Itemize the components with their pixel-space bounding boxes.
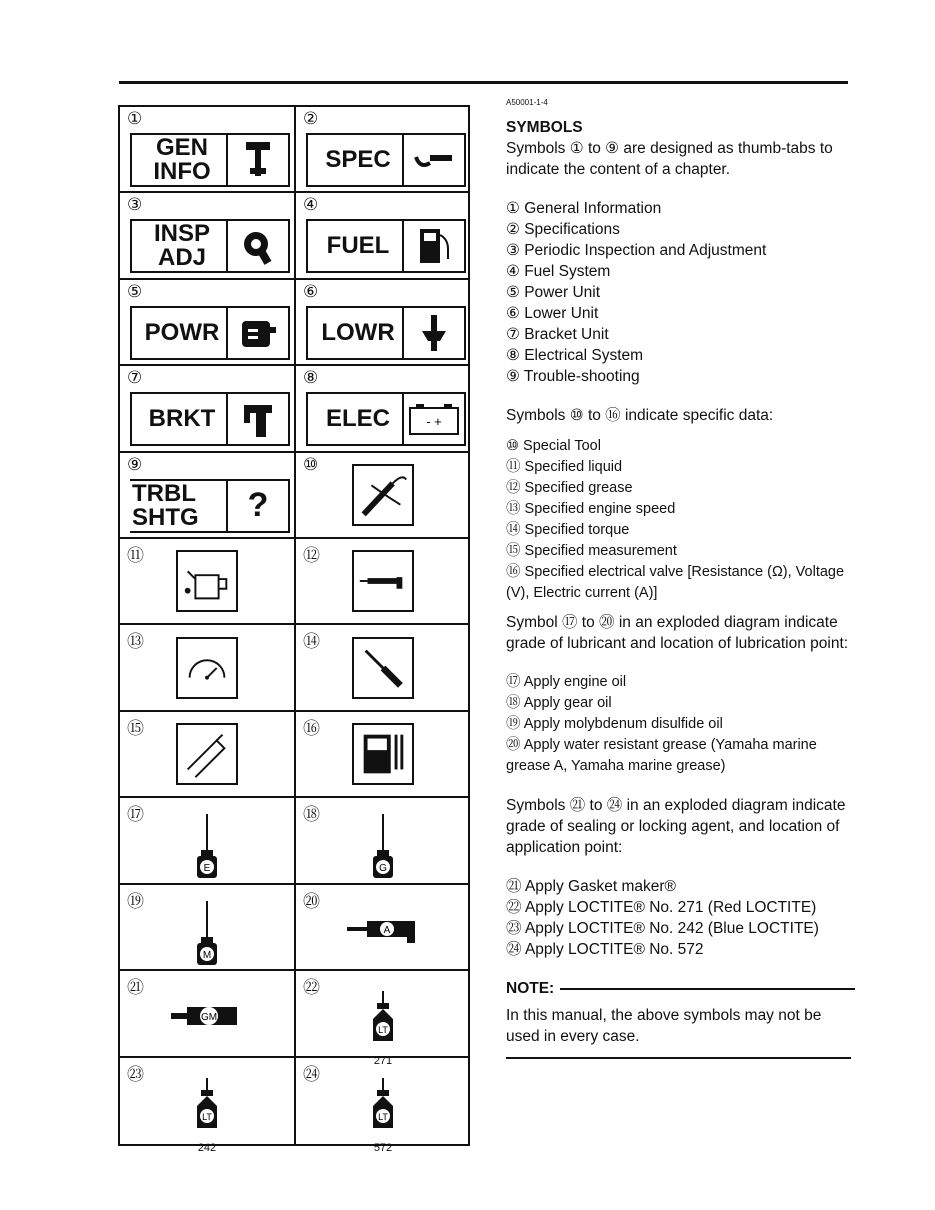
list-item: ㉔ Apply LOCTITE® No. 572 (506, 941, 704, 958)
symbol-number: ⑲ (127, 891, 144, 911)
tab-label-line1: TRBL (132, 479, 196, 507)
list-item: ② Specifications (506, 221, 620, 238)
symbol-number: ⑰ (127, 805, 144, 825)
intro-paragraph: Symbols ① to ⑨ are designed as thumb-tabs to indicate the content of a chapter. (506, 140, 833, 178)
symbol-number: ③ (127, 195, 143, 215)
symbol-number: ④ (303, 195, 319, 215)
symbol-cell-6 (296, 280, 470, 366)
list-item: ⑨ Trouble-shooting (506, 368, 640, 385)
symbol-cell-8 (296, 366, 470, 452)
note-text: In this manual, the above symbols may not be used in every case. (506, 1007, 822, 1045)
loctite-number: 572 (373, 1141, 393, 1154)
list-item: ㉑ Apply Gasket maker® (506, 878, 676, 895)
tab-label-line2: ADJ (157, 244, 206, 272)
lube-list (506, 672, 856, 777)
elec-tab (306, 392, 466, 446)
symbol-grid (118, 105, 470, 1154)
tachometer-icon (176, 637, 238, 699)
symbol-number: ⑩ (303, 454, 319, 474)
moly-oil-icon (187, 899, 227, 969)
caliper-icon (176, 723, 238, 785)
symbol-cell-18 (296, 798, 470, 884)
bottom-rule (506, 1057, 851, 1059)
tab-label-line1: SPEC (325, 146, 391, 173)
symbol-cell-14 (296, 625, 470, 711)
symbol-cell-16 (296, 712, 470, 798)
spec-icon (402, 135, 464, 185)
loctite-letter: LT (378, 1111, 388, 1122)
symbol-cell-19 (120, 885, 296, 971)
symbol-number: ⑥ (303, 281, 319, 301)
grease-gun-icon (352, 550, 414, 612)
symbol-cell-10 (296, 453, 470, 539)
tab-label-line1: ELEC (325, 405, 390, 433)
symbol-cell-24 (296, 1058, 470, 1154)
top-rule (119, 81, 848, 84)
tab-label-line1: INSP (153, 220, 210, 248)
symbol-number: ㉒ (303, 978, 320, 998)
symbol-cell-7 (120, 366, 296, 452)
symbol-number: ① (127, 109, 143, 128)
symbol-number: ㉓ (127, 1064, 144, 1084)
list-item: ⑯ Specified electrical valve [Resistance (Ω), Voltage (V), Electric current (A)] (506, 564, 845, 601)
oil-letter: M (202, 949, 212, 961)
data-intro: Symbols ⑩ to ⑯ indicate specific data: (506, 407, 774, 424)
symbol-cell-12 (296, 539, 470, 625)
list-item: ⑧ Electrical System (506, 347, 644, 364)
list-item: ⑩ Special Tool (506, 438, 601, 454)
loctite-number: 242 (197, 1141, 217, 1154)
symbol-cell-17 (120, 798, 296, 884)
tab-label-line1: POWR (144, 318, 220, 346)
symbol-number: ⑫ (303, 546, 320, 566)
list-item: ④ Fuel System (506, 263, 611, 280)
oil-letter: E (203, 863, 211, 875)
wrench-icon (226, 221, 288, 271)
loctite-572-icon (363, 1072, 403, 1154)
symbol-cell-3 (120, 193, 296, 279)
powr-tab (130, 306, 290, 360)
symbol-cell-9 (120, 453, 296, 539)
symbol-number: ⑳ (303, 891, 320, 911)
symbol-number: ㉑ (127, 978, 144, 998)
oil-can-icon (176, 550, 238, 612)
loctite-271-icon (363, 985, 403, 1068)
seal-intro: Symbols ㉑ to ㉔ in an exploded diagram indicate grade of sealing or locking agent, and location of application point: (506, 797, 846, 856)
gear-oil-icon (363, 812, 403, 882)
symbol-number: ⑮ (127, 718, 144, 738)
symbol-cell-21 (120, 971, 296, 1057)
symbol-cell-23 (120, 1058, 296, 1154)
list-item: ① General Information (506, 200, 662, 217)
note-rule (560, 987, 855, 990)
section-heading: SYMBOLS (506, 119, 583, 136)
lowr-tab (306, 306, 466, 360)
outboard-motor-icon (226, 135, 288, 185)
special-tool-icon (352, 464, 414, 526)
document-id: A50001-1-4 (506, 98, 548, 107)
list-item: ⑦ Bracket Unit (506, 326, 609, 343)
data-list (506, 436, 856, 604)
note-label: NOTE: (506, 980, 555, 997)
symbol-cell-11 (120, 539, 296, 625)
gen-info-tab (130, 133, 290, 187)
symbol-cell-20 (296, 885, 470, 971)
lube-intro: Symbol ⑰ to ⑳ in an exploded diagram indicate grade of lubricant and location of lubrication point: (506, 614, 849, 652)
symbol-cell-2 (296, 107, 470, 193)
symbol-cell-22 (296, 971, 470, 1068)
list-item: ③ Periodic Inspection and Adjustment (506, 242, 767, 259)
chapter-list (506, 198, 856, 387)
list-item: ⑬ Specified engine speed (506, 501, 676, 517)
torque-wrench-icon (352, 637, 414, 699)
list-item: ⑰ Apply engine oil (506, 674, 627, 690)
tab-label-line2: SHTG (132, 503, 199, 531)
symbol-number: ⑭ (303, 632, 320, 652)
list-item: ⑪ Specified liquid (506, 459, 623, 475)
tab-label-line1: GEN (155, 134, 208, 161)
loctite-242-icon (187, 1072, 227, 1154)
symbol-number: ⑱ (303, 805, 320, 825)
symbol-number: ㉔ (303, 1064, 320, 1084)
symbol-cell-15 (120, 712, 296, 798)
gasket-letter: GM (200, 1012, 218, 1024)
list-item: ⑥ Lower Unit (506, 305, 599, 322)
list-item: ⑤ Power Unit (506, 284, 601, 301)
spec-tab (306, 133, 466, 187)
symbol-number: ⑨ (127, 454, 143, 474)
list-item: ⑫ Specified grease (506, 480, 633, 496)
grease-letter: A (383, 924, 391, 936)
multimeter-icon (352, 723, 414, 785)
symbol-number: ⑦ (127, 368, 143, 388)
symbol-number: ⑬ (127, 632, 144, 652)
tab-label-line1: FUEL (326, 232, 390, 260)
tab-label-line1: BRKT (148, 405, 216, 433)
symbol-number: ⑯ (303, 718, 320, 738)
trbl-shtg-tab (130, 479, 290, 533)
symbol-number: ② (303, 109, 319, 128)
list-item: ⑱ Apply gear oil (506, 695, 612, 711)
loctite-letter: LT (202, 1111, 212, 1122)
brkt-tab (130, 392, 290, 446)
symbol-number: ⑧ (303, 368, 319, 388)
symbol-number: ⑪ (127, 546, 144, 566)
loctite-letter: LT (378, 1025, 388, 1036)
tab-label-line1: LOWR (321, 318, 395, 346)
symbol-cell-5 (120, 280, 296, 366)
list-item: ㉓ Apply LOCTITE® No. 242 (Blue LOCTITE) (506, 920, 819, 937)
list-item: ⑳ Apply water resistant grease (Yamaha marine grease A, Yamaha marine grease) (506, 737, 817, 774)
list-item: ⑭ Specified torque (506, 522, 630, 538)
loctite-number: 271 (373, 1055, 393, 1068)
explanation-column (506, 92, 856, 1059)
lower-unit-icon (402, 308, 464, 358)
battery-icon (402, 394, 464, 444)
symbol-number: ⑤ (127, 281, 143, 301)
list-item: ⑮ Specified measurement (506, 543, 677, 559)
question-icon: ? (226, 481, 288, 531)
symbol-cell-4 (296, 193, 470, 279)
fuel-tab (306, 219, 466, 273)
list-item: ⑲ Apply molybdenum disulfide oil (506, 716, 723, 732)
seal-list (506, 876, 856, 960)
fuel-pump-icon (402, 221, 464, 271)
symbol-cell-13 (120, 625, 296, 711)
engine-oil-icon (187, 812, 227, 882)
oil-letter: G (379, 863, 387, 875)
battery-icon-text: - + (426, 414, 442, 430)
insp-adj-tab (130, 219, 290, 273)
bracket-icon (226, 394, 288, 444)
engine-icon (226, 308, 288, 358)
tab-label-line2: INFO (153, 158, 211, 185)
symbol-cell-1 (120, 107, 296, 193)
list-item: ㉒ Apply LOCTITE® No. 271 (Red LOCTITE) (506, 899, 817, 916)
